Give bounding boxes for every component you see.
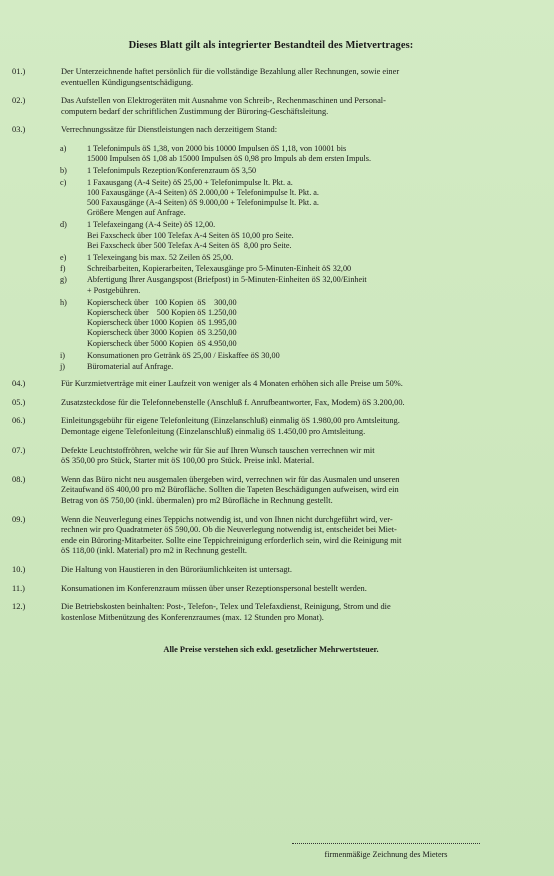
- rate-item: [10, 178, 532, 219]
- rate-text: [60, 166, 532, 176]
- rate-letter: a): [60, 143, 67, 153]
- clause-number: 10.): [12, 564, 26, 574]
- clause-item: [10, 565, 532, 576]
- clause-number: 09.): [12, 514, 26, 524]
- clause-line: Einleitungsgebühr für eigene Telefonleitung (Einzelanschluß) einmalig öS 1.980,00 pro Amtsleitung.: [61, 416, 400, 426]
- clause-line: Betrag von öS 750,00 (inkl. übermalen) pro m2 Bürofläche in Rechnung gestellt.: [61, 495, 333, 505]
- clause-line: Wenn das Büro nicht neu ausgemalen übergeben wird, verrechnen wir für das Ausmalen und unseren: [61, 474, 400, 484]
- clause-item: [10, 475, 532, 507]
- clause-number: 08.): [12, 474, 26, 484]
- rate-letter: j): [60, 362, 66, 372]
- rate-line: Kopierscheck über 100 Kopien öS 300,00: [87, 297, 237, 307]
- rate-line: Kopierscheck über 3000 Kopien öS 3.250,00: [87, 328, 237, 338]
- clause-text: [61, 379, 532, 390]
- rate-item: [10, 298, 532, 349]
- clause-list-continued: [10, 379, 532, 623]
- clause-list: [10, 67, 532, 136]
- clause-line: Defekte Leuchtstoffröhren, welche wir für Sie auf Ihren Wunsch tauschen verrechnen wir mit: [61, 445, 375, 455]
- clause-line: Demontage eigene Telefonleitung (Einzelanschluß) einmalig öS 1.450,00 pro Amtsleitung.: [61, 427, 366, 437]
- clause-line: öS 118,00 (inkl. Material) pro m2 in Rechnung gestellt.: [61, 546, 248, 556]
- clause-line: Für Kurzmietverträge mit einer Laufzeit von weniger als 4 Monaten erhöhen sich alle Preise um 50%.: [61, 379, 403, 389]
- clause-number: 02.): [12, 96, 26, 106]
- clause-item: [10, 96, 532, 117]
- rate-text: [60, 253, 532, 263]
- rate-line: 1 Telefaxeingang (A-4 Seite) öS 12,00.: [87, 220, 216, 230]
- clause-item: [10, 602, 532, 623]
- clause-number: 01.): [12, 67, 26, 76]
- rate-letter: c): [60, 177, 67, 187]
- rate-line: 1 Telexeingang bis max. 52 Zeilen öS 25,00.: [87, 253, 234, 262]
- clause-text: [61, 565, 532, 576]
- clause-text: [61, 125, 532, 136]
- clause-text: [61, 398, 532, 409]
- rate-item: [10, 275, 532, 295]
- rate-item: [10, 166, 532, 176]
- clause-line: öS 350,00 pro Stück, Starter mit öS 100,00 pro Stück. Preise inkl. Material.: [61, 456, 315, 466]
- rate-line: Größere Mengen auf Anfrage.: [87, 208, 186, 218]
- rate-letter: f): [60, 264, 66, 274]
- clause-text: [61, 446, 532, 467]
- rate-text: [60, 264, 532, 274]
- rate-text: [60, 351, 532, 361]
- rate-line: Bei Faxscheck über 500 Telefax A-4 Seiten öS 8,00 pro Seite.: [87, 240, 292, 250]
- clause-item: [10, 398, 532, 409]
- rate-line: Schreibarbeiten, Kopierarbeiten, Telexausgänge pro 5-Minuten-Einheit öS 32,00: [87, 264, 352, 274]
- rate-line: Abfertigung Ihrer Ausgangspost (Briefpost) in 5-Minuten-Einheiten öS 32,00/Einheit: [87, 275, 367, 285]
- clause-item: [10, 584, 532, 595]
- rate-text: [60, 178, 532, 219]
- clause-line: Die Haltung von Haustieren in den Büroräumlichkeiten ist untersagt.: [61, 564, 292, 574]
- rate-line: 1 Telefonimpuls öS 1,38, von 2000 bis 10000 Impulsen öS 1,18, von 10001 bis: [87, 143, 347, 153]
- signature-line: [292, 843, 480, 844]
- clause-line: ende ein Büroring-Mitarbeiter. Sollte eine Teppichreinigung erforderlich sein, wird die Reinigung mit: [61, 535, 402, 545]
- clause-number: 11.): [12, 583, 25, 593]
- clause-item: [10, 379, 532, 390]
- clause-item: [10, 446, 532, 467]
- clause-line: Konsumationen im Konferenzraum müssen über unser Rezeptionspersonal bestellt werden.: [61, 583, 367, 593]
- rate-line: 15000 Impulsen öS 1,08 ab 15000 Impulsen öS 0,98 pro Impuls ab dem ersten Impuls.: [87, 154, 372, 164]
- signature-label: firmenmäßige Zeichnung des Mieters: [324, 850, 448, 859]
- clause-number: 03.): [12, 125, 26, 135]
- rate-line: Büromaterial auf Anfrage.: [87, 362, 174, 372]
- rate-line: 1 Faxausgang (A-4 Seite) öS 25,00 + Telefonimpulse lt. Pkt. a.: [87, 177, 293, 187]
- rate-line: Kopierscheck über 5000 Kopien öS 4.950,00: [87, 338, 237, 348]
- clause-line: Zusatzsteckdose für die Telefonnebenstelle (Anschluß f. Anrufbeantworter, Fax, Modem) öS 3.200,00.: [61, 397, 405, 407]
- document-title: Dieses Blatt gilt als integrierter Bestandteil des Mietvertrages:: [128, 40, 414, 51]
- rate-line: Konsumationen pro Getränk öS 25,00 / Eiskaffee öS 30,00: [87, 350, 280, 360]
- clause-number: 04.): [12, 379, 26, 389]
- rate-item: [10, 264, 532, 274]
- rate-text: [60, 298, 532, 349]
- rate-text: [60, 275, 532, 295]
- rate-text: [60, 144, 532, 164]
- rate-line: + Postgebühren.: [87, 285, 141, 295]
- clause-line: Das Aufstellen von Elektrogeräten mit Ausnahme von Schreib-, Rechenmaschinen und Personal-: [61, 96, 386, 106]
- clause-text: [61, 416, 532, 437]
- clause-line: Die Betriebskosten beinhalten: Post-, Telefon-, Telex und Telefaxdienst, Reinigung, Strom und die: [61, 602, 391, 612]
- clause-line: computern bedarf der schriftlichen Zustimmung der Büroring-Geschäftsleitung.: [61, 106, 329, 116]
- clause-line: Wenn die Neuverlegung eines Teppichs notwendig ist, und von Ihnen nicht durchgeführt wird, ver-: [61, 514, 393, 524]
- clause-line: Zeitaufwand öS 400,00 pro m2 Bürofläche. Sollten die Tapeten Beschädigungen aufweisen, wird ein: [61, 485, 399, 495]
- clause-line: Verrechnungssätze für Dienstleistungen nach derzeitigem Stand:: [61, 125, 278, 135]
- clause-line: eventuellen Kündigungsentschädigung.: [61, 77, 194, 87]
- rate-line: Bei Faxscheck über 100 Telefax A-4 Seiten öS 10,00 pro Seite.: [87, 230, 294, 240]
- rate-letter: d): [60, 220, 67, 230]
- vat-note: Alle Preise verstehen sich exkl. gesetzlicher Mehrwertsteuer.: [163, 645, 379, 655]
- clause-number: 12.): [12, 602, 26, 612]
- clause-number: 06.): [12, 416, 26, 426]
- clause-text: [61, 67, 532, 88]
- rate-letter: i): [60, 350, 66, 360]
- rate-line: Kopierscheck über 1000 Kopien öS 1.995,00: [87, 318, 237, 328]
- rate-text: [60, 362, 532, 372]
- clause-text: [61, 475, 532, 507]
- rate-letter: g): [60, 275, 67, 285]
- rate-item: [10, 351, 532, 361]
- clause-text: [61, 602, 532, 623]
- rate-item: [10, 253, 532, 263]
- rate-letter: e): [60, 253, 67, 262]
- clause-item: [10, 125, 532, 136]
- rate-line: Kopierscheck über 500 Kopien öS 1.250,00: [87, 308, 237, 318]
- clause-line: rechnen wir pro Quadratmeter öS 590,00. Ob die Neuverlegung notwendig ist, entscheidet bei Miet-: [61, 525, 397, 535]
- clause-item: [10, 67, 532, 88]
- rate-letter: h): [60, 297, 67, 307]
- rate-text: [60, 220, 532, 251]
- rate-item: [10, 220, 532, 251]
- rate-line: 100 Faxausgänge (A-4 Seiten) öS 2.000,00 + Telefonimpulse lt. Pkt. a.: [87, 187, 319, 197]
- clause-item: [10, 515, 532, 557]
- rate-letter: b): [60, 166, 67, 176]
- clause-number: 05.): [12, 397, 26, 407]
- clause-text: [61, 96, 532, 117]
- clause-item: [10, 416, 532, 437]
- clause-line: kostenlose Mitbenützung des Konferenzraumes (max. 12 Stunden pro Monat).: [61, 612, 324, 622]
- rate-item: [10, 144, 532, 164]
- rate-sublist: [10, 144, 532, 372]
- rate-line: 500 Faxausgänge (A-4 Seiten) öS 9.000,00 + Telefonimpulse lt. Pkt. a.: [87, 197, 319, 207]
- signature-block: [286, 843, 486, 859]
- rate-item: [10, 362, 532, 372]
- rate-line: 1 Telefonimpuls Rezeption/Konferenzraum öS 3,50: [87, 166, 257, 176]
- clause-text: [61, 584, 532, 595]
- clause-number: 07.): [12, 445, 26, 455]
- clause-line: Der Unterzeichnende haftet persönlich für die vollständige Bezahlung aller Rechnungen, sowie einer: [61, 67, 400, 76]
- clause-text: [61, 515, 532, 557]
